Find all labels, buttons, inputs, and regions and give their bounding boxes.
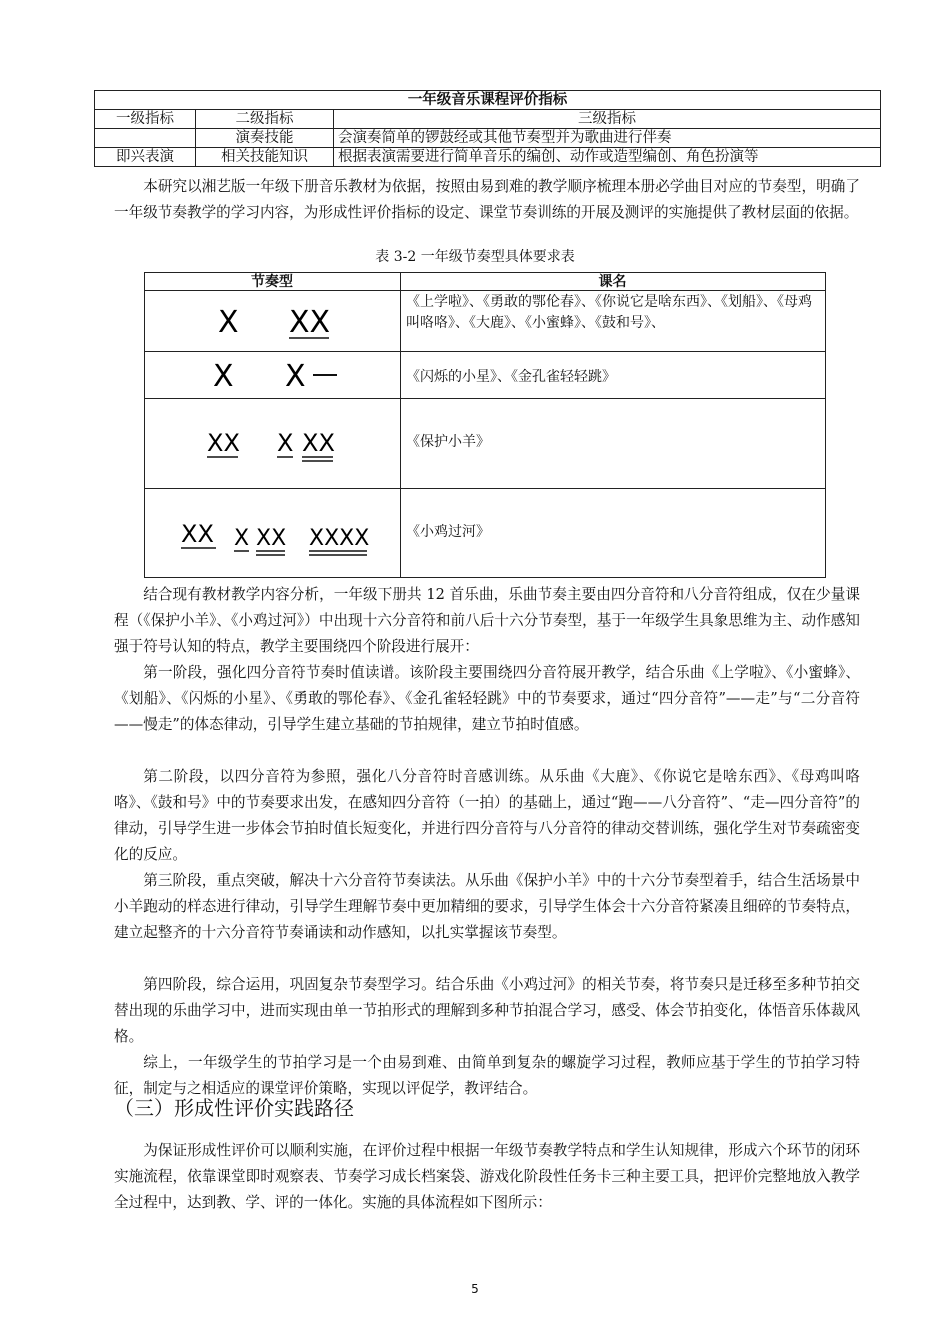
rhythm-pattern-table bbox=[144, 272, 826, 578]
body-paragraph-implementation: 为保证形成性评价可以顺利实施，在评价过程中根据一年级节奏教学特点和学生认知规律，形成六个环节的闭环实施流程，依靠课堂即时观察表、节奏学习成长档案袋、游戏化阶段性任务卡三种主要工具，把评价完整地放入教学全过程中，达到教、学、评的一体化。实施的具体流程如下图所示： bbox=[114, 1142, 860, 1211]
body-paragraph-analysis: 结合现有教材教学内容分析，一年级下册共 12 首乐曲，乐曲节奏主要由四分音符和八分音符组成，仅在少量课程（《保护小羊》、《小鸡过河》）中出现十六分音符和前八后十六分节奏型，基于一年级学生具象思维为主、动作感知强于符号认知的特点，教学主要围绕四个阶段进行展开： bbox=[114, 586, 860, 655]
svg-text:XX: XX bbox=[256, 526, 287, 551]
page-number: 5 bbox=[471, 1282, 479, 1296]
table-cell: 会演奏简单的锣鼓经或其他节奏型并为歌曲进行伴奏 bbox=[334, 129, 881, 148]
svg-text:X: X bbox=[277, 429, 294, 457]
header-level-1: 一级指标 bbox=[95, 110, 196, 129]
evaluation-index-table bbox=[94, 90, 881, 167]
rhythm-pattern-x-xx bbox=[145, 291, 399, 351]
body-paragraph-stage-4: 第四阶段，综合运用，巩固复杂节奏型学习。结合乐曲《小鸡过河》的相关节奏，将节奏只是迁移至多种节拍交替出现的乐曲学习中，进而实现由单一节拍形式的理解到多种节拍混合学习，感受、体会节拍变化，体悟音乐体裁风格。 bbox=[114, 976, 860, 1045]
body-paragraph-stage-1: 第一阶段，强化四分音符节奏时值读谱。该阶段主要围绕四分音符展开教学，结合乐曲《上学啦》、《小蜜蜂》、《划船》、《闪烁的小星》、《勇敢的鄂伦春》、《金孔雀轻轻跳》中的节奏要求，通过“四分音符”——走”与“二分音符——慢走”的体态律动，引导学生建立基础的节拍规律，建立节拍时值感。 bbox=[114, 664, 860, 733]
rhythm-pattern-xx-x-xx bbox=[145, 399, 399, 488]
svg-text:X: X bbox=[218, 305, 239, 340]
evaluation-table-title: 一年级音乐课程评价指标 bbox=[95, 91, 881, 110]
table-caption: 表 3-2 一年级节奏型具体要求表 bbox=[375, 249, 575, 265]
svg-text:X: X bbox=[285, 359, 306, 394]
rhythm-pattern-xx-x-xx-xxxx bbox=[145, 489, 399, 577]
song-list-row-3: 《保护小羊》 bbox=[406, 434, 490, 450]
body-paragraph-stage-3: 第三阶段，重点突破，解决十六分音符节奏读法。从乐曲《保护小羊》中的十六分节奏型着手，结合生活场景中小羊跑动的样态进行律动，引导学生理解节奏中更加精细的要求，引导学生体会十六分音符紧凑且细碎的节奏特点，建立起整齐的十六分音符节奏诵读和动作感知，以扎实掌握该节奏型。 bbox=[114, 872, 860, 941]
body-paragraph-summary: 综上，一年级学生的节拍学习是一个由易到难、由简单到复杂的螺旋学习过程，教师应基于学生的节拍学习特征，制定与之相适应的课堂评价策略，实现以评促学，教评结合。 bbox=[114, 1054, 860, 1097]
section-heading: （三）形成性评价实践路径 bbox=[114, 1096, 354, 1120]
svg-text:X: X bbox=[213, 359, 234, 394]
svg-text:XX: XX bbox=[181, 520, 214, 548]
song-list-row-2: 《闪烁的小星》、《金孔雀轻轻跳》 bbox=[406, 369, 616, 385]
header-song-names: 课名 bbox=[598, 274, 627, 290]
table-cell: 根据表演需要进行简单音乐的编创、动作或造型编创、角色扮演等 bbox=[334, 148, 881, 167]
table-cell: 演奏技能 bbox=[196, 129, 334, 148]
intro-paragraph: 本研究以湘艺版一年级下册音乐教材为依据，按照由易到难的教学顺序梳理本册必学曲目对应的节奏型，明确了一年级节奏教学的学习内容，为形成性评价指标的设定、课堂节奏训练的开展及测评的实施提供了教材层面的依据。 bbox=[114, 178, 860, 221]
svg-text:XX: XX bbox=[302, 429, 335, 457]
svg-text:XX: XX bbox=[289, 305, 331, 340]
header-rhythm-pattern: 节奏型 bbox=[251, 274, 293, 290]
header-level-2: 二级指标 bbox=[196, 110, 334, 129]
svg-text:XXXX: XXXX bbox=[309, 526, 370, 551]
header-level-3: 三级指标 bbox=[334, 110, 881, 129]
table-cell bbox=[95, 129, 196, 148]
song-list-row-1: 《上学啦》、《勇敢的鄂伦春》、《你说它是啥东西》、《划船》、《母鸡叫咯咯》、《大鹿》、《小蜜蜂》、《鼓和号》、 bbox=[406, 294, 812, 331]
body-paragraph-stage-2: 第二阶段，以四分音符为参照，强化八分音符时音感训练。从乐曲《大鹿》、《你说它是啥东西》、《母鸡叫咯咯》、《鼓和号》中的节奏要求出发，在感知四分音符（一拍）的基础上，通过“跑——八分音符”、“走—四分音符”的律动，引导学生进一步体会节拍时值长短变化，并进行四分音符与八分音符的律动交替训练，强化学生对节奏疏密变化的反应。 bbox=[114, 768, 860, 863]
svg-text:X: X bbox=[234, 526, 250, 551]
table-cell: 即兴表演 bbox=[95, 148, 196, 167]
table-cell: 相关技能知识 bbox=[196, 148, 334, 167]
svg-text:XX: XX bbox=[207, 429, 240, 457]
rhythm-pattern-x-x-dash bbox=[145, 352, 399, 398]
song-list-row-4: 《小鸡过河》 bbox=[406, 524, 490, 540]
